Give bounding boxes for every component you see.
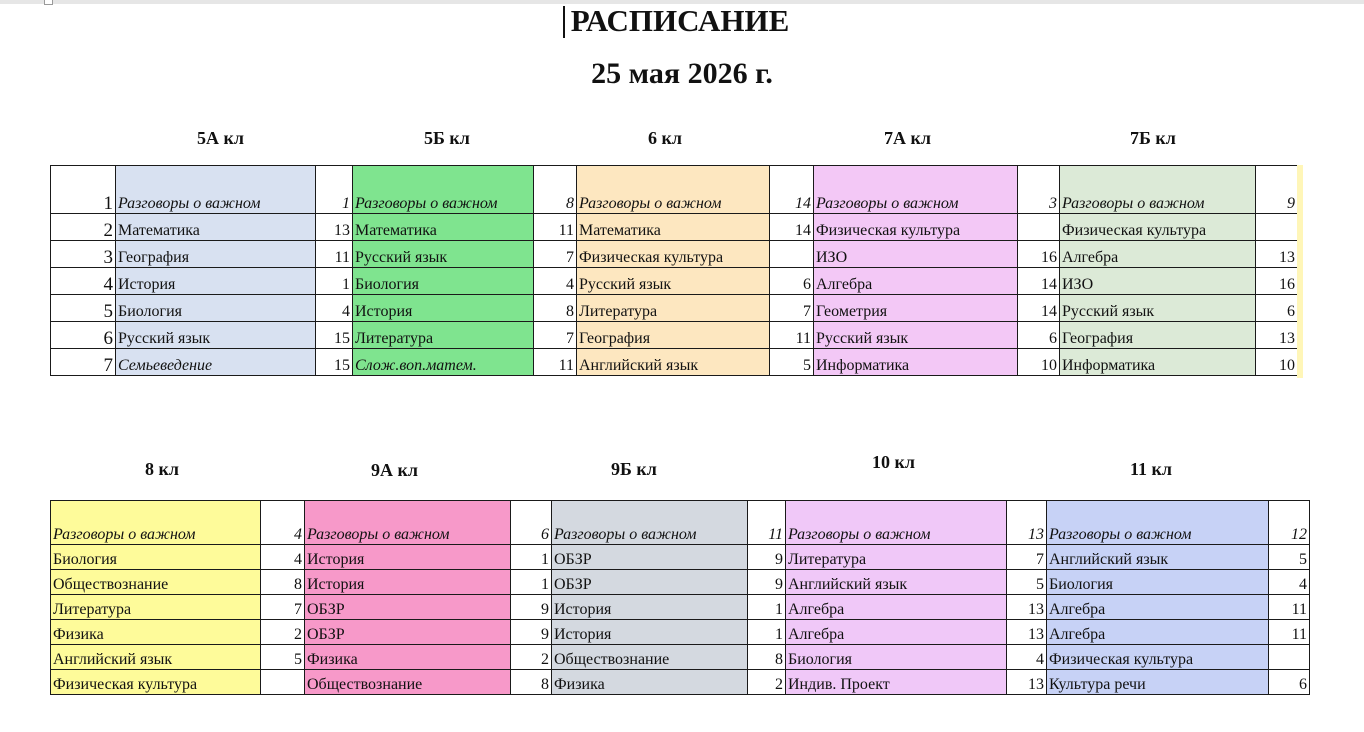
subject-cell: Русский язык (1060, 295, 1256, 322)
subject-cell: История (305, 545, 511, 570)
subject-cell: Физическая культура (51, 670, 261, 695)
room-cell: 7 (534, 241, 577, 268)
class-label-7b: 7Б кл (1130, 128, 1176, 148)
subject-cell: Английский язык (1047, 545, 1269, 570)
class-label-9b: 9Б кл (611, 459, 657, 479)
subject-cell: История (552, 620, 748, 645)
subject-cell: Русский язык (116, 322, 316, 349)
subject-cell: Физика (305, 645, 511, 670)
subject-cell: Физическая культура (814, 214, 1018, 241)
subject-cell: Разговоры о важном (786, 501, 1007, 545)
subject-cell: ОБЗР (305, 620, 511, 645)
room-cell: 7 (261, 595, 305, 620)
subject-cell: Русский язык (577, 268, 770, 295)
class-label-5b: 5Б кл (424, 128, 470, 148)
subject-cell: Информатика (814, 349, 1018, 376)
subject-cell: ОБЗР (552, 570, 748, 595)
room-cell: 9 (748, 545, 786, 570)
subject-cell: Индив. Проект (786, 670, 1007, 695)
subject-cell: Алгебра (786, 620, 1007, 645)
room-cell: 5 (1269, 545, 1310, 570)
room-cell: 6 (1269, 670, 1310, 695)
subject-cell: Физическая культура (1060, 214, 1256, 241)
subject-cell: ОБЗР (305, 595, 511, 620)
room-cell: 4 (261, 545, 305, 570)
room-cell: 4 (1269, 570, 1310, 595)
schedule-table-top (50, 165, 1298, 376)
room-cell: 5 (1007, 570, 1047, 595)
room-cell: 9 (748, 570, 786, 595)
subject-cell: Обществознание (552, 645, 748, 670)
room-cell: 9 (511, 595, 552, 620)
subject-cell: Литература (353, 322, 534, 349)
room-cell: 11 (534, 214, 577, 241)
room-cell: 3 (1018, 166, 1060, 214)
class-label-11: 11 кл (1130, 459, 1172, 479)
subject-cell: История (552, 595, 748, 620)
room-cell: 1 (316, 268, 353, 295)
subject-cell: Математика (353, 214, 534, 241)
room-cell: 6 (1018, 322, 1060, 349)
table-row (51, 670, 1310, 695)
table-overflow-strip (1297, 165, 1303, 378)
subject-cell: Русский язык (353, 241, 534, 268)
subject-cell: Разговоры о важном (552, 501, 748, 545)
subject-cell: Биология (116, 295, 316, 322)
room-cell: 6 (1256, 295, 1298, 322)
subject-cell: Разговоры о важном (577, 166, 770, 214)
class-label-8: 8 кл (145, 459, 179, 479)
room-cell (1256, 214, 1298, 241)
subject-cell: Алгебра (786, 595, 1007, 620)
room-cell: 6 (511, 501, 552, 545)
room-cell: 10 (1018, 349, 1060, 376)
subject-cell: Культура речи (1047, 670, 1269, 695)
room-cell: 5 (770, 349, 814, 376)
table-row (51, 645, 1310, 670)
subject-cell: Биология (51, 545, 261, 570)
room-cell: 11 (316, 241, 353, 268)
room-cell: 7 (534, 322, 577, 349)
room-cell (1269, 645, 1310, 670)
subject-cell: Геометрия (814, 295, 1018, 322)
class-label-5a: 5А кл (197, 128, 244, 148)
subject-cell: География (1060, 322, 1256, 349)
subject-cell: Разговоры о важном (51, 501, 261, 545)
lesson-number: 2 (51, 214, 116, 241)
room-cell: 4 (261, 501, 305, 545)
lesson-number: 3 (51, 241, 116, 268)
subject-cell: Биология (353, 268, 534, 295)
table-row (51, 241, 1298, 268)
room-cell: 12 (1269, 501, 1310, 545)
room-cell: 13 (1007, 595, 1047, 620)
subject-cell: Разговоры о важном (353, 166, 534, 214)
room-cell: 14 (1018, 268, 1060, 295)
room-cell: 14 (770, 214, 814, 241)
room-cell: 13 (316, 214, 353, 241)
room-cell: 15 (316, 349, 353, 376)
room-cell: 5 (261, 645, 305, 670)
table-row (51, 166, 1298, 214)
subject-cell: Литература (51, 595, 261, 620)
subject-cell: Обществознание (51, 570, 261, 595)
subject-cell: Физическая культура (577, 241, 770, 268)
subject-cell: Физика (51, 620, 261, 645)
subject-cell: Обществознание (305, 670, 511, 695)
subject-cell: Разговоры о важном (814, 166, 1018, 214)
table-row (51, 295, 1298, 322)
table-row (51, 214, 1298, 241)
lesson-number: 1 (51, 166, 116, 214)
subject-cell: История (116, 268, 316, 295)
class-label-7a: 7А кл (884, 128, 931, 148)
class-label-10: 10 кл (872, 452, 915, 472)
subject-cell: Алгебра (1060, 241, 1256, 268)
room-cell: 4 (534, 268, 577, 295)
subject-cell: Разговоры о важном (1060, 166, 1256, 214)
page-date: 25 мая 2026 г. (591, 57, 773, 90)
subject-cell: Биология (1047, 570, 1269, 595)
subject-cell: География (577, 322, 770, 349)
room-cell: 13 (1256, 322, 1298, 349)
room-cell: 2 (261, 620, 305, 645)
room-cell: 9 (511, 620, 552, 645)
subject-cell: Литература (786, 545, 1007, 570)
room-cell: 13 (1256, 241, 1298, 268)
room-cell: 8 (748, 645, 786, 670)
room-cell: 8 (261, 570, 305, 595)
subject-cell: Алгебра (1047, 595, 1269, 620)
subject-cell: Английский язык (51, 645, 261, 670)
room-cell: 7 (770, 295, 814, 322)
room-cell: 13 (1007, 501, 1047, 545)
subject-cell: Русский язык (814, 322, 1018, 349)
subject-cell: Литература (577, 295, 770, 322)
room-cell: 11 (1269, 595, 1310, 620)
room-cell: 4 (316, 295, 353, 322)
room-cell: 1 (511, 570, 552, 595)
subject-cell: Физика (552, 670, 748, 695)
room-cell: 1 (748, 595, 786, 620)
room-cell: 16 (1018, 241, 1060, 268)
room-cell: 2 (511, 645, 552, 670)
lesson-number: 6 (51, 322, 116, 349)
subject-cell: История (353, 295, 534, 322)
subject-cell: Физическая культура (1047, 645, 1269, 670)
room-cell: 16 (1256, 268, 1298, 295)
subject-cell: Слож.воп.матем. (353, 349, 534, 376)
subject-cell: Математика (116, 214, 316, 241)
table-row (51, 268, 1298, 295)
room-cell: 8 (534, 166, 577, 214)
room-cell: 11 (770, 322, 814, 349)
class-label-9a: 9А кл (371, 460, 418, 480)
room-cell: 2 (748, 670, 786, 695)
room-cell: 14 (770, 166, 814, 214)
room-cell: 10 (1256, 349, 1298, 376)
subject-cell: Английский язык (577, 349, 770, 376)
room-cell: 1 (511, 545, 552, 570)
subject-cell: ОБЗР (552, 545, 748, 570)
room-cell: 11 (748, 501, 786, 545)
room-cell: 13 (1007, 670, 1047, 695)
room-cell: 4 (1007, 645, 1047, 670)
room-cell: 1 (748, 620, 786, 645)
room-cell: 9 (1256, 166, 1298, 214)
subject-cell: Алгебра (814, 268, 1018, 295)
room-cell: 6 (770, 268, 814, 295)
subject-cell: Биология (786, 645, 1007, 670)
room-cell: 1 (316, 166, 353, 214)
table-row (51, 545, 1310, 570)
lesson-number: 7 (51, 349, 116, 376)
room-cell: 8 (511, 670, 552, 695)
room-cell: 11 (534, 349, 577, 376)
table-row (51, 595, 1310, 620)
lesson-number: 5 (51, 295, 116, 322)
subject-cell: ИЗО (814, 241, 1018, 268)
subject-cell: Информатика (1060, 349, 1256, 376)
subject-cell: Английский язык (786, 570, 1007, 595)
table-row (51, 620, 1310, 645)
room-cell: 8 (534, 295, 577, 322)
subject-cell: Семьеведение (116, 349, 316, 376)
subject-cell: Разговоры о важном (116, 166, 316, 214)
text-cursor (563, 6, 565, 38)
subject-cell: Разговоры о важном (305, 501, 511, 545)
class-label-6: 6 кл (648, 128, 682, 148)
room-cell: 11 (1269, 620, 1310, 645)
lesson-number: 4 (51, 268, 116, 295)
table-row (51, 501, 1310, 545)
room-cell (770, 241, 814, 268)
page-title: РАСПИСАНИЕ (570, 3, 790, 38)
room-cell (261, 670, 305, 695)
table-row (51, 570, 1310, 595)
table-row (51, 322, 1298, 349)
subject-cell: ИЗО (1060, 268, 1256, 295)
subject-cell: Математика (577, 214, 770, 241)
table-row (51, 349, 1298, 376)
subject-cell: Алгебра (1047, 620, 1269, 645)
subject-cell: История (305, 570, 511, 595)
room-cell: 14 (1018, 295, 1060, 322)
room-cell: 15 (316, 322, 353, 349)
room-cell (1018, 214, 1060, 241)
subject-cell: География (116, 241, 316, 268)
subject-cell: Разговоры о важном (1047, 501, 1269, 545)
schedule-table-bottom (50, 500, 1310, 695)
room-cell: 13 (1007, 620, 1047, 645)
room-cell: 7 (1007, 545, 1047, 570)
